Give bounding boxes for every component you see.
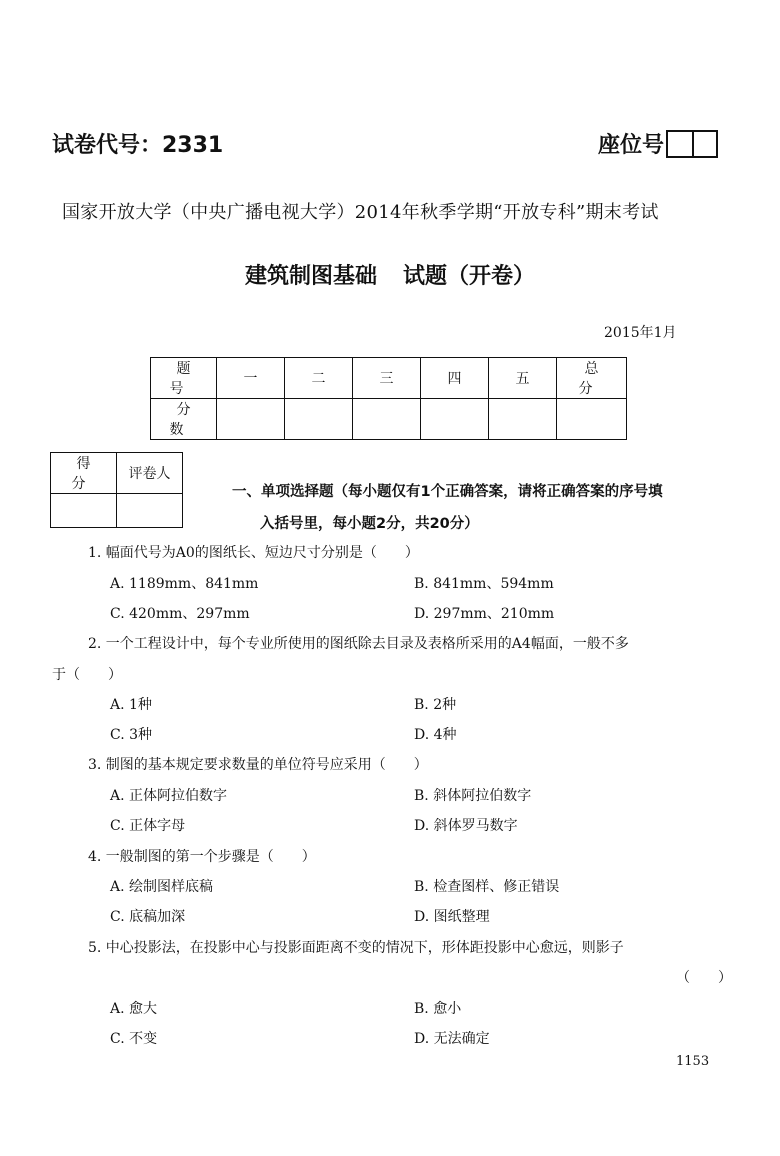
score-table — [150, 357, 627, 440]
score-blank[interactable] — [557, 399, 627, 440]
page-number: 1153 — [676, 1054, 710, 1069]
question-4-option-b: B. 检查图样、修正错误 — [414, 879, 560, 895]
grader-table — [50, 452, 183, 528]
score-cell-total: 总 分 — [557, 358, 627, 399]
score-blank[interactable] — [489, 399, 557, 440]
grader-name-blank[interactable] — [117, 494, 183, 528]
score-cell-label: 题 号 — [151, 358, 217, 399]
question-5-option-a: A. 愈大 — [110, 1001, 158, 1017]
question-2-option-c: C. 3种 — [110, 727, 153, 743]
question-5-stem: 5. 中心投影法，在投影中心与投影面距离不变的情况下，形体距投影中心愈远，则影子 — [88, 940, 624, 956]
question-2-option-b: B. 2种 — [414, 697, 457, 713]
question-5-answer-paren: （ ） — [676, 970, 732, 986]
score-cell-5: 五 — [489, 358, 557, 399]
score-cell-3: 三 — [353, 358, 421, 399]
question-5-option-c: C. 不变 — [110, 1031, 158, 1047]
exam-name: 国家开放大学（中央广播电视大学）2014年秋季学期“开放专科”期末考试 — [62, 202, 659, 223]
score-blank[interactable] — [353, 399, 421, 440]
exam-code: 试卷代号：2331 — [52, 133, 224, 158]
question-2-option-d: D. 4种 — [414, 727, 457, 743]
score-cell-2: 二 — [285, 358, 353, 399]
subject-title: 建筑制图基础 — [244, 264, 377, 289]
score-table-header-row — [151, 358, 627, 399]
grader-name-label: 评卷人 — [117, 453, 183, 494]
question-2-stem-cont: 于（ ） — [52, 667, 122, 683]
question-3-option-d: D. 斜体罗马数字 — [414, 818, 518, 834]
question-3-stem: 3. 制图的基本规定要求数量的单位符号应采用（ ） — [88, 757, 428, 773]
score-row-label: 分 数 — [151, 399, 217, 440]
question-1-option-a: A. 1189mm、841mm — [110, 576, 259, 592]
title-type: 试题（开卷） — [403, 264, 536, 289]
question-5-option-d: D. 无法确定 — [414, 1031, 490, 1047]
score-blank[interactable] — [285, 399, 353, 440]
section-heading — [232, 476, 732, 540]
question-1-option-d: D. 297mm、210mm — [414, 606, 555, 622]
score-cell-1: 一 — [217, 358, 285, 399]
question-1-option-c: C. 420mm、297mm — [110, 606, 250, 622]
question-4-option-a: A. 绘制图样底稿 — [110, 879, 214, 895]
grader-score-label: 得 分 — [51, 453, 117, 494]
seat-number — [598, 128, 718, 159]
question-2-option-a: A. 1种 — [110, 697, 152, 713]
score-cell-4: 四 — [421, 358, 489, 399]
question-3-option-a: A. 正体阿拉伯数字 — [110, 788, 228, 804]
exam-date: 2015年1月 — [604, 325, 677, 341]
grader-score-blank[interactable] — [51, 494, 117, 528]
question-4-option-c: C. 底稿加深 — [110, 909, 186, 925]
question-1-option-b: B. 841mm、594mm — [414, 576, 554, 592]
seat-label: 座位号 — [598, 133, 665, 158]
question-3-option-c: C. 正体字母 — [110, 818, 186, 834]
seat-boxes — [666, 130, 718, 158]
question-3-option-b: B. 斜体阿拉伯数字 — [414, 788, 532, 804]
score-blank[interactable] — [421, 399, 489, 440]
score-blank[interactable] — [217, 399, 285, 440]
question-1-stem: 1. 幅面代号为A0的图纸长、短边尺寸分别是（ ） — [88, 545, 419, 561]
question-4-stem: 4. 一般制图的第一个步骤是（ ） — [88, 849, 316, 865]
page-title — [0, 259, 780, 290]
question-5-option-b: B. 愈小 — [414, 1001, 462, 1017]
question-2-stem: 2. 一个工程设计中，每个专业所使用的图纸除去目录及表格所采用的A4幅面，一般不多 — [88, 636, 629, 652]
section-heading-line2: 入括号里，每小题2分，共20分） — [260, 516, 479, 532]
score-table-score-row — [151, 399, 627, 440]
question-4-option-d: D. 图纸整理 — [414, 909, 490, 925]
section-heading-line1: 一、单项选择题（每小题仅有1个正确答案，请将正确答案的序号填 — [232, 484, 663, 500]
